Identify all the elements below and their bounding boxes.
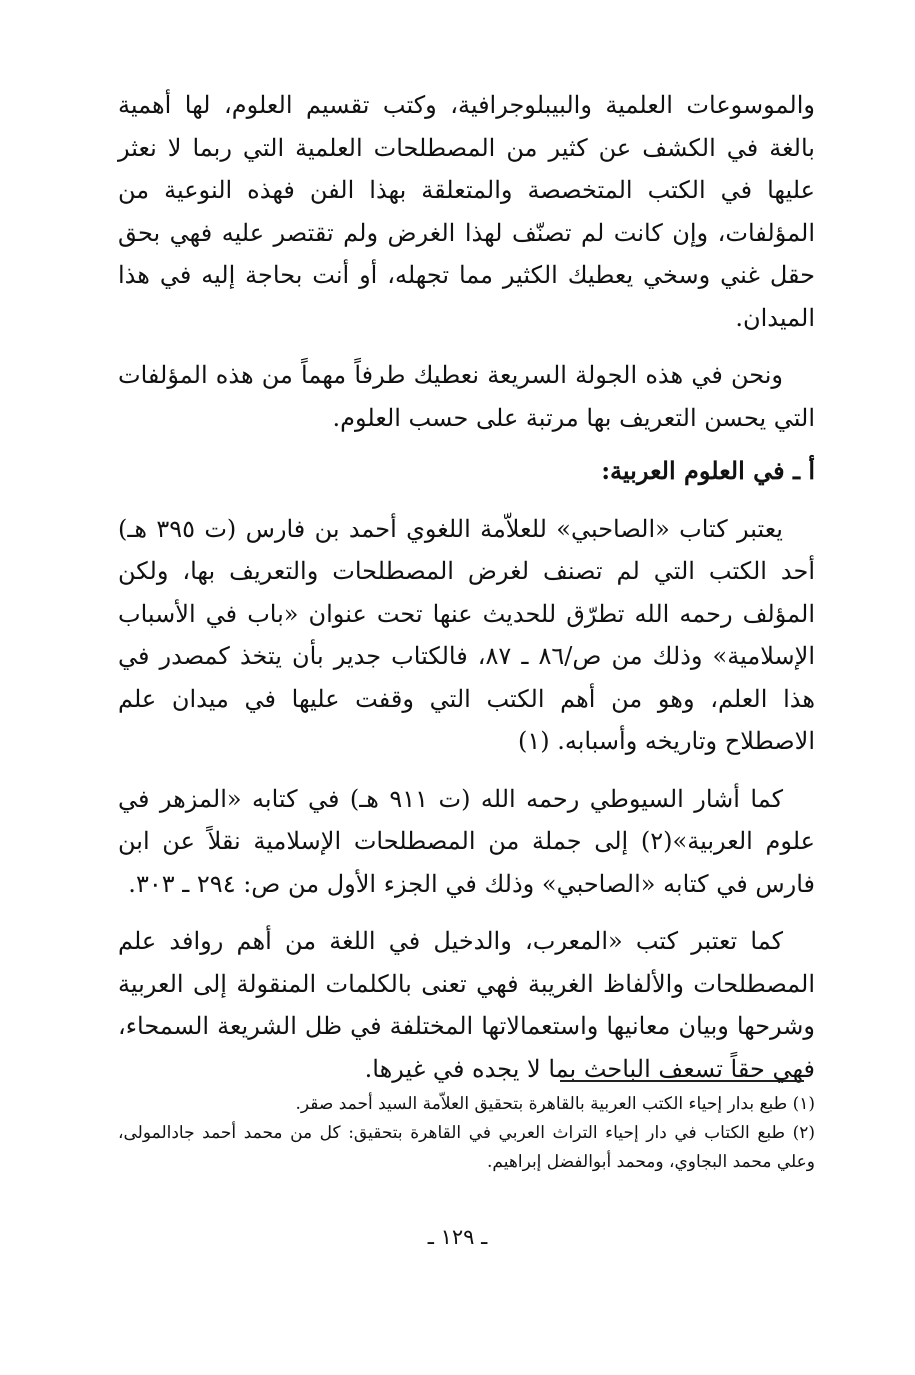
paragraph-al-suyuti: كما أشار السيوطي رحمه الله (ت ٩١١ هـ) في كتابه «المزهر في علوم العربية»(٢) إلى جملة من المصطلحات الإسلامية نقلاً عن ابن فارس في كتابه «الصاحبي» وذلك في الجزء الأول من ص: ٢٩٤ ـ ٣٠٣.: [118, 784, 815, 898]
paragraph-muarrab: كما تعتبر كتب «المعرب، والدخيل في اللغة من أهم روافد علم المصطلحات والألفاظ الغريبة فهي تعنى بالكلمات المنقولة إلى العربية وشرحها وبيان معانيها واستعمالاتها المختلفة في ظل الشريعة السمحاء، فهي حقاً تسعف الباحث بما لا يجده في غيرها.: [118, 927, 815, 1083]
paragraph-al-sahibi: يعتبر كتاب «الصاحبي» للعلاّمة اللغوي أحمد بن فارس (ت ٣٩٥ هـ) أحد الكتب التي لم تصنف لغرض المصطلحات والتعريف بها، ولكن المؤلف رحمه الله تطرّق للحديث عنها تحت عنوان «باب في الأسباب الإسلامية» وذلك من ص/٨٦ ـ ٨٧، فالكتاب جدير بأن يتخذ كمصدر في هذا العلم، وهو من أهم الكتب التي وقفت عليها في ميدان علم الاصطلاح وتاريخه وأسبابه. (١): [118, 514, 816, 755]
footnotes: [118, 1090, 815, 1177]
page-number: ـ ١٢٩ ـ: [427, 1225, 488, 1249]
footnote-2: (٢) طبع الكتاب في دار إحياء التراث العربي في القاهرة بتحقيق: كل من محمد أحمد جادالمولى، وعلي محمد البجاوي، ومحمد أبوالفضل إبراهيم.: [118, 1123, 815, 1172]
footnote-1: (١) طبع بدار إحياء الكتب العربية بالقاهرة بتحقيق العلاّمة السيد أحمد صقر.: [295, 1094, 815, 1114]
section-heading-arabic-sciences: أ ـ في العلوم العربية:: [601, 456, 815, 485]
footnote-divider: [560, 1080, 804, 1082]
body-text: [118, 84, 815, 1090]
paragraph-quick-tour: ونحن في هذه الجولة السريعة نعطيك طرفاً مهماً من هذه المؤلفات التي يحسن التعريف بها مرتبة على حسب العلوم.: [118, 361, 815, 432]
paragraph-encyclopedias: والموسوعات العلمية والبيبلوجرافية، وكتب تقسيم العلوم، لها أهمية بالغة في الكشف عن كثير من المصطلحات العلمية التي ربما لا نعثر عليها في الكتب المتخصصة والمتعلقة بهذا الفن فهذه النوعية من المؤلفات، وإن كانت لم تصنّف لهذا الغرض ولم تقتصر عليه فهي بحق حقل غني وسخي يعطيك الكثير مما تجهله، أو أنت بحاجة إليه في هذا الميدان.: [118, 91, 815, 332]
